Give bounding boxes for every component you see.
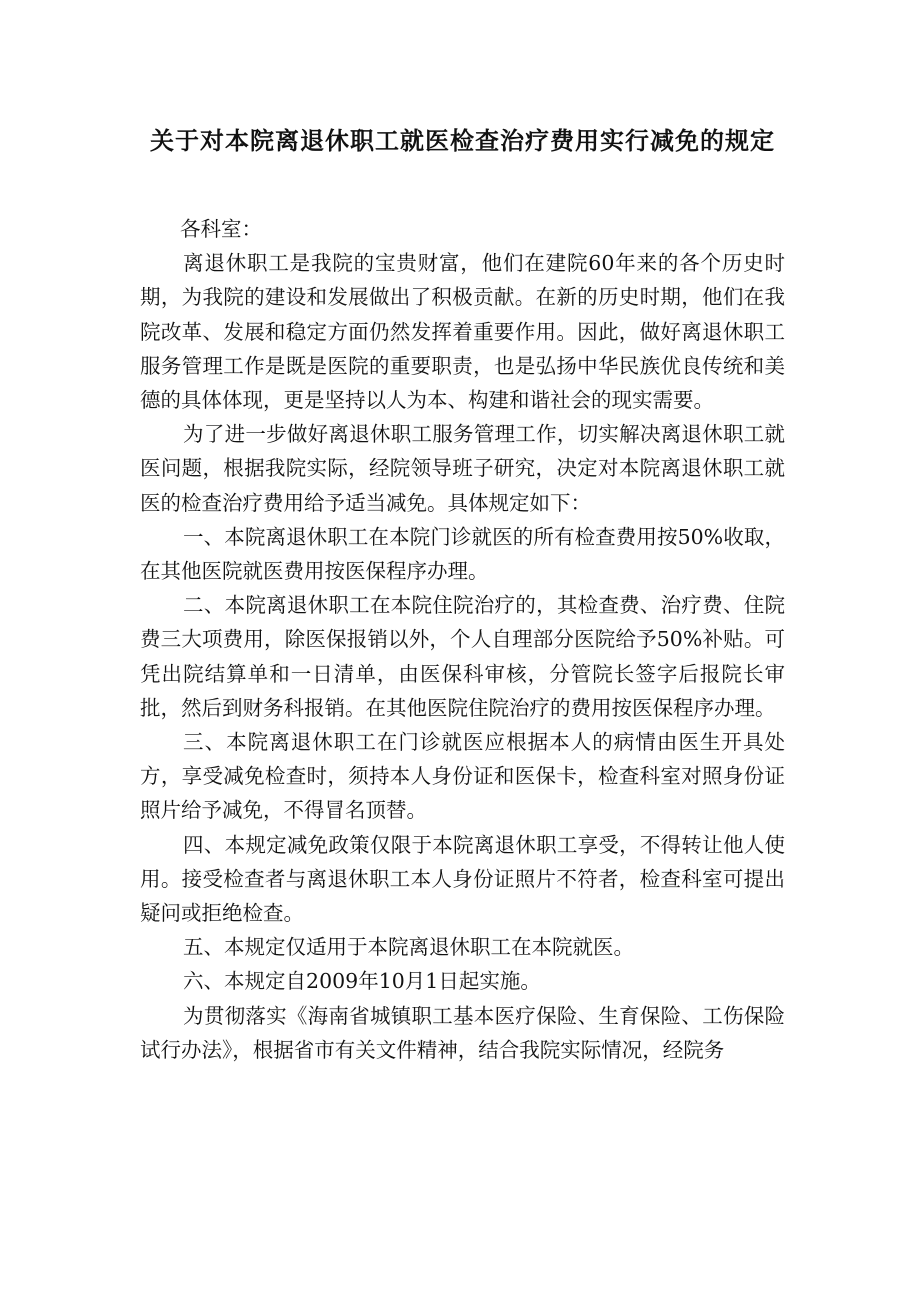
rule-item-5: 五、本规定仅适用于本院离退休职工在本院就医。 xyxy=(183,935,635,960)
rule-item-3: 三、本院离退休职工在门诊就医应根据本人的病情由医生开具处方，享受减免检查时，须持本人身份证和医保卡，检查科室对照身份证照片给予减免，不得冒名顶替。 xyxy=(140,730,785,823)
rule-item-1: 一、本院离退休职工在本院门诊就医的所有检查费用按50%收取，在其他医院就医费用按医保程序办理。 xyxy=(140,524,785,584)
paragraph-intro: 离退休职工是我院的宝贵财富，他们在建院60年来的各个历史时期，为我院的建设和发展做出了积极贡献。在新的历史时期，他们在我院改革、发展和稳定方面仍然发挥着重要作用。因此，做好离退休职工服务管理工作是既是医院的重要职责，也是弘扬中华民族优良传统和美德的具体体现，更是坚持以人为本、构建和谐社会的现实需要。 xyxy=(140,251,785,413)
rule-item-4: 四、本规定减免政策仅限于本院离退休职工享受，不得转让他人使用。接受检查者与离退休职工本人身份证照片不符者，检查科室可提出疑问或拒绝检查。 xyxy=(140,832,785,926)
paragraph-purpose: 为了进一步做好离退休职工服务管理工作，切实解决离退休职工就医问题，根据我院实际，经院领导班子研究，决定对本院离退休职工就医的检查治疗费用给予适当减免。具体规定如下： xyxy=(140,422,785,515)
rule-item-6: 六、本规定自2009年10月1日起实施。 xyxy=(183,969,541,994)
document-title: 关于对本院离退休职工就医检查治疗费用实行减免的规定 xyxy=(150,126,775,155)
salutation: 各科室： xyxy=(180,217,262,241)
document-body xyxy=(140,212,785,1067)
rule-item-2: 二、本院离退休职工在本院住院治疗的，其检查费、治疗费、住院费三大项费用，除医保报销以外，个人自理部分医院给予50%补贴。可凭出院结算单和一日清单，由医保科审核，分管院长签字后报院长审批，然后到财务科报销。在其他医院住院治疗的费用按医保程序办理。 xyxy=(140,593,785,720)
paragraph-continuation: 为贯彻落实《海南省城镇职工基本医疗保险、生育保险、工伤保险试行办法》，根据省市有关文件精神，结合我院实际情况，经院务 xyxy=(140,1003,785,1062)
